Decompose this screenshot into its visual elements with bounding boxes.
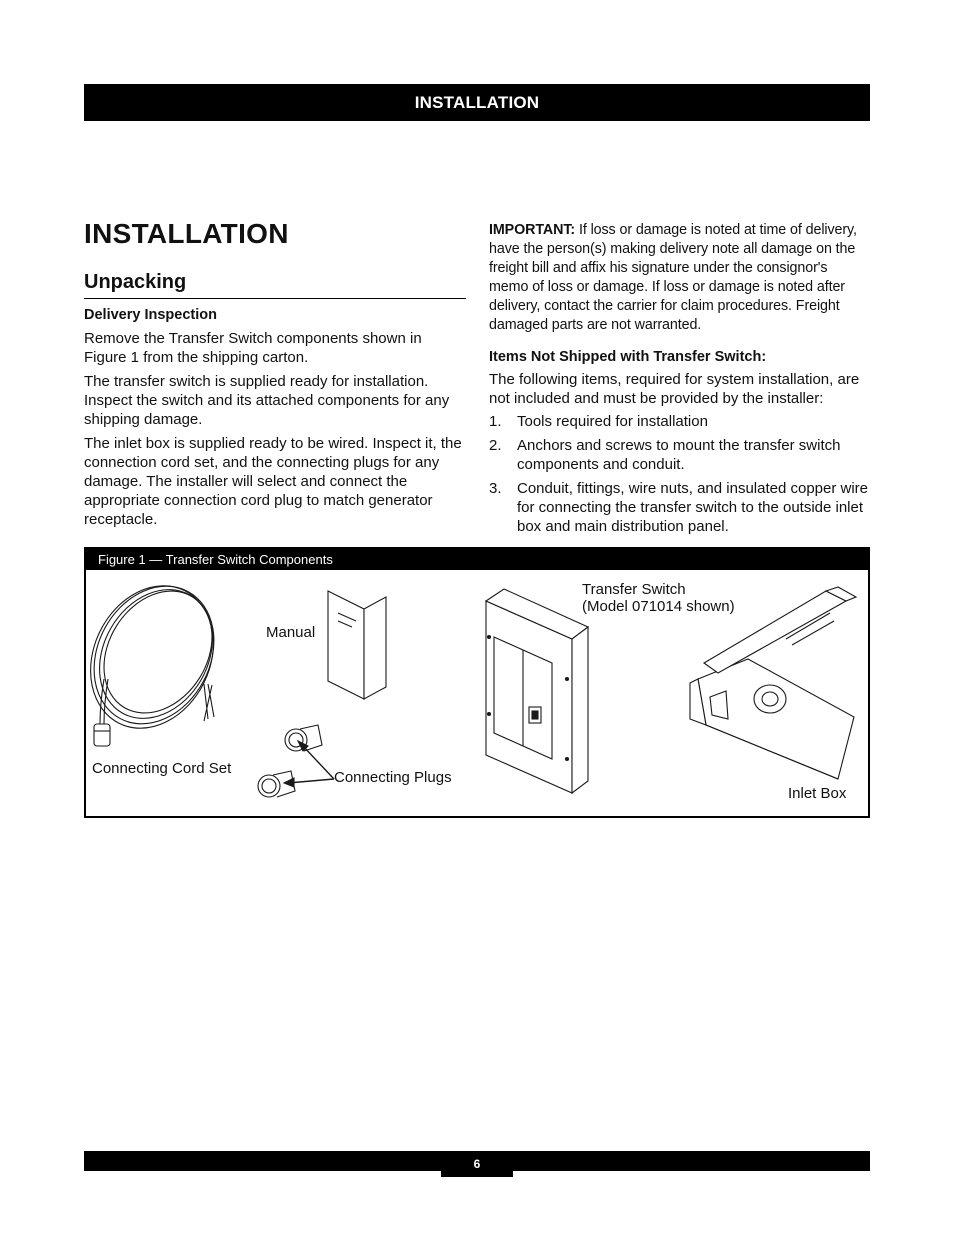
- figure-transfer-switch-components: [84, 547, 870, 818]
- subheading-items-not-shipped: Items Not Shipped with Transfer Switch:: [489, 349, 767, 365]
- list-item-number: 1.: [489, 413, 502, 430]
- list-item: [489, 412, 870, 431]
- page-title: INSTALLATION: [84, 218, 289, 249]
- connecting-cord-set-illustration: [86, 565, 237, 749]
- important-text: If loss or damage is noted at time of delivery, have the person(s) making delivery note all damage on the freight bill and affix his signature under the consignor's memo of loss or damage. If loss or damage is noted after delivery, contact the carrier for claim procedures. Freight damaged parts are not warranted.: [489, 222, 857, 333]
- label-connecting-plugs: Connecting Plugs: [334, 769, 452, 786]
- list-item-number: 2.: [489, 437, 502, 454]
- connecting-plugs-illustration: [258, 725, 334, 797]
- page-number: [441, 1151, 513, 1177]
- label-manual: Manual: [266, 624, 316, 641]
- label-transfer-switch: Transfer Switch: [582, 581, 686, 598]
- items-intro: The following items, required for system installation, are not included and must be provided by the installer:: [489, 371, 860, 407]
- left-column: [84, 214, 466, 529]
- section-header-title: INSTALLATION: [414, 92, 540, 112]
- inlet-box-illustration: [690, 587, 856, 779]
- paragraph-switch-ready: The transfer switch is supplied ready for installation. Inspect the switch and its attached components for any shipping damage.: [84, 373, 450, 428]
- transfer-switch-illustration: [486, 589, 588, 793]
- list-item: [489, 479, 870, 536]
- important-label: IMPORTANT:: [489, 222, 576, 238]
- figure-caption: Figure 1 — Transfer Switch Components: [86, 549, 868, 570]
- items-list: [489, 412, 870, 536]
- important-notice: [489, 221, 870, 335]
- list-item: [489, 436, 870, 474]
- paragraph-inlet-box: The inlet box is supplied ready to be wired. Inspect it, the connection cord set, and the connecting plugs for any damage. The installer will select and connect the appropriate connection cord plug to match generator receptacle.: [84, 435, 462, 528]
- page-number-text: 6: [473, 1157, 481, 1171]
- section-header-bar: [84, 84, 870, 121]
- label-transfer-switch-model: (Model 071014 shown): [582, 598, 735, 615]
- paragraph-remove-components: Remove the Transfer Switch components shown in Figure 1 from the shipping carton.: [84, 330, 422, 366]
- subheading-delivery-inspection: Delivery Inspection: [84, 307, 217, 323]
- manual-illustration: [328, 591, 386, 699]
- right-column: [489, 221, 870, 541]
- label-connecting-cord-set: Connecting Cord Set: [92, 760, 232, 777]
- list-item-text: Conduit, fittings, wire nuts, and insulated copper wire for connecting the transfer switch to the outside inlet box and main distribution panel.: [517, 480, 869, 535]
- label-inlet-box: Inlet Box: [788, 785, 847, 802]
- section-heading-unpacking: Unpacking: [84, 268, 466, 299]
- list-item-text: Anchors and screws to mount the transfer switch components and conduit.: [517, 437, 841, 473]
- list-item-number: 3.: [489, 480, 502, 497]
- list-item-text: Tools required for installation: [517, 413, 708, 430]
